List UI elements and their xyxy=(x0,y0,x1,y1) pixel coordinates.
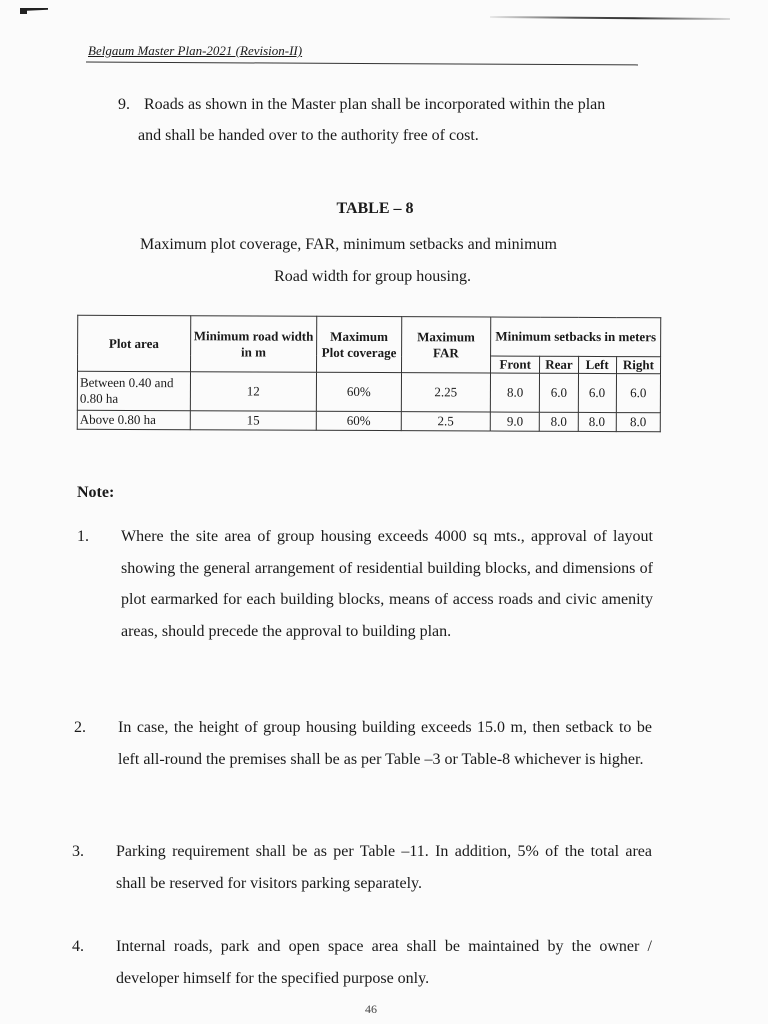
page-number: 46 xyxy=(365,1002,377,1016)
item-9-number: 9. xyxy=(118,96,130,113)
header-min-setbacks: Minimum setbacks in meters xyxy=(491,317,661,357)
note-number: 3. xyxy=(72,843,84,860)
cell-coverage: 60% xyxy=(317,372,402,411)
header-divider xyxy=(86,62,638,66)
cell-left: 8.0 xyxy=(578,412,616,431)
item-9-line1: Roads as shown in the Master plan shall be incorporated within the plan xyxy=(144,96,606,113)
header-max-plot-coverage: Maximum Plot coverage xyxy=(317,316,402,372)
header-front: Front xyxy=(491,356,540,373)
note-text: Where the site area of group housing exceeds 4000 sq mts., approval of layout showing the general arrangement of residential building blocks, and dimensions of plot earmarked for each building blocks, means of access roads and civic amenity areas, should precede the approval to building plan. xyxy=(121,528,653,640)
cell-coverage: 60% xyxy=(316,411,401,430)
header-min-road-width: Minimum road width in m xyxy=(190,316,317,373)
note-number: 1. xyxy=(77,528,89,545)
note-text: Parking requirement shall be as per Table –11. In addition, 5% of the total area shall be reserved for visitors parking separately. xyxy=(116,843,652,892)
cell-rear: 8.0 xyxy=(540,412,578,431)
cell-left: 6.0 xyxy=(578,373,616,412)
cell-road-width: 15 xyxy=(190,411,317,431)
header-left: Left xyxy=(578,356,616,373)
cell-far: 2.5 xyxy=(401,412,491,431)
cell-right: 6.0 xyxy=(616,374,660,413)
cell-far: 2.25 xyxy=(401,373,491,412)
note-text: Internal roads, park and open space area shall be maintained by the owner / developer himself for the specified purpose only. xyxy=(116,938,652,987)
table-row xyxy=(77,371,660,413)
table-title: TABLE – 8 xyxy=(336,200,414,217)
note-title: Note: xyxy=(77,484,115,501)
header-title: Belgaum Master Plan-2021 (Revision-II) xyxy=(88,43,303,58)
header-plot-area: Plot area xyxy=(78,315,191,371)
cell-road-width: 12 xyxy=(190,372,317,412)
cell-plot-area: Above 0.80 ha xyxy=(77,410,190,429)
header-max-far: Maximum FAR xyxy=(401,317,491,373)
cell-plot-area: Between 0.40 and 0.80 ha xyxy=(77,371,190,410)
note-number: 2. xyxy=(74,719,86,736)
table-header-row xyxy=(78,315,661,357)
header-rear: Rear xyxy=(540,356,578,373)
cell-right: 8.0 xyxy=(616,413,660,432)
cell-front: 8.0 xyxy=(490,373,539,412)
setbacks-table xyxy=(77,315,661,433)
scan-corner-mark xyxy=(20,8,48,14)
item-9-line2: and shall be handed over to the authority free of cost. xyxy=(138,127,479,144)
scan-artifact-line xyxy=(490,16,730,20)
note-number: 4. xyxy=(72,938,84,955)
table-caption-line2: Road width for group housing. xyxy=(274,268,471,285)
note-text: In case, the height of group housing building exceeds 15.0 m, then setback to be left all-round the premises shall be as per Table –3 or Table-8 whichever is higher. xyxy=(118,719,652,768)
header-right: Right xyxy=(616,357,660,374)
cell-front: 9.0 xyxy=(490,412,539,431)
cell-rear: 6.0 xyxy=(540,373,578,412)
table-row xyxy=(77,410,660,432)
table-caption-line1: Maximum plot coverage, FAR, minimum setbacks and minimum xyxy=(140,236,557,253)
